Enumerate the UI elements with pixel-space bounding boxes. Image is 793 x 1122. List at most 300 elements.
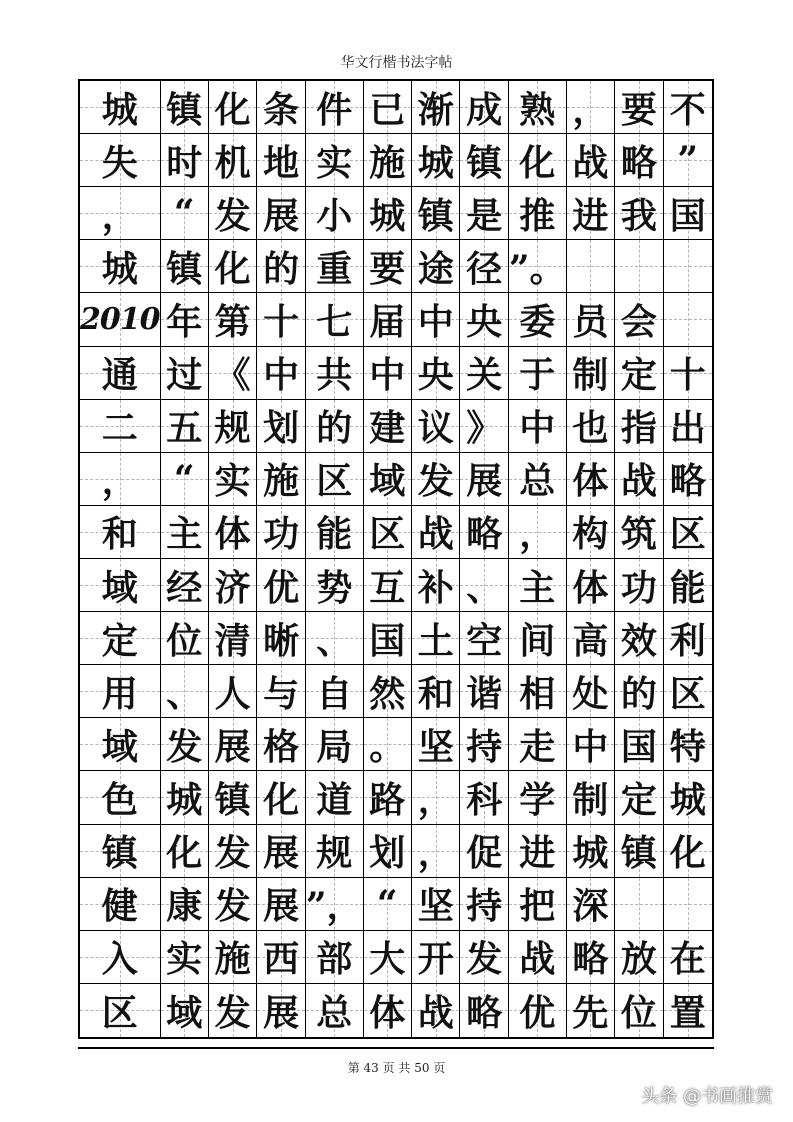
grid-char: 西: [263, 938, 300, 981]
grid-cell: [509, 240, 567, 293]
grid-char: 规: [214, 407, 251, 450]
grid-cell: [80, 984, 161, 1037]
grid-char: 化: [519, 141, 556, 184]
grid-cell: [460, 984, 508, 1037]
grid-cell: [364, 771, 412, 824]
grid-cell: [615, 400, 663, 453]
grid-cell: [306, 771, 364, 824]
grid-char: 城: [669, 778, 706, 821]
grid-char: 、: [166, 672, 203, 715]
grid-char: 发: [214, 194, 251, 237]
grid-cell: [615, 240, 663, 293]
grid-char: 镇: [214, 778, 251, 821]
grid-char: 人: [214, 672, 251, 715]
grid-char: 功: [620, 566, 657, 609]
grid-cell: [306, 931, 364, 984]
grid-char: 会: [620, 300, 657, 343]
grid-cell: [257, 293, 305, 346]
grid-cell: [412, 878, 460, 931]
grid-cell: [615, 506, 663, 559]
grid-cell: [412, 134, 460, 187]
grid-cell: [509, 771, 567, 824]
grid-char: 实: [166, 938, 203, 981]
grid-char: “: [173, 192, 195, 235]
page-title: 华文行楷书法字帖: [340, 55, 453, 71]
grid-char: 规: [316, 832, 353, 875]
grid-char: 区: [669, 513, 706, 556]
grid-char: 过: [166, 354, 203, 397]
grid-cell: [615, 453, 663, 506]
grid-cell: [615, 134, 663, 187]
grid-char: 件: [316, 88, 353, 131]
grid-cell: [209, 506, 257, 559]
grid-char: 十: [263, 300, 300, 343]
grid-char: 构: [572, 513, 609, 556]
grid-cell: [460, 931, 508, 984]
grid-char: 域: [101, 566, 138, 609]
grid-cell: [306, 134, 364, 187]
grid-cell: [615, 718, 663, 771]
grid-char: 主: [519, 566, 556, 609]
grid-char: 地: [263, 141, 300, 184]
grid-cell: [257, 240, 305, 293]
grid-cell: [306, 718, 364, 771]
grid-char: 定: [101, 619, 138, 662]
grid-char: 略: [620, 141, 657, 184]
grid-cell: [664, 293, 712, 346]
grid-char: 推: [519, 194, 556, 237]
grid-char: 于: [519, 354, 556, 397]
grid-cell: [412, 506, 460, 559]
grid-cell: [209, 612, 257, 665]
grid-char: 央: [417, 354, 454, 397]
grid-cell: [80, 559, 161, 612]
grid-char: 区: [669, 672, 706, 715]
grid-char: 城: [166, 778, 203, 821]
grid-cell: [664, 878, 712, 931]
grid-cell: [567, 878, 615, 931]
grid-char: 域: [101, 725, 138, 768]
grid-cell: [664, 347, 712, 400]
grid-char: 健: [101, 885, 138, 928]
grid-char: 能: [316, 513, 353, 556]
grid-cell: [306, 400, 364, 453]
grid-cell: [80, 665, 161, 718]
grid-char: 条: [263, 88, 300, 131]
grid-char: 色: [101, 778, 138, 821]
grid-cell: [460, 825, 508, 878]
grid-char: 施: [263, 460, 300, 503]
grid-char: 的: [316, 407, 353, 450]
grid-char: 开: [417, 938, 454, 981]
grid-char: ”: [677, 139, 699, 182]
grid-cell: [364, 612, 412, 665]
grid-char: 城: [369, 194, 406, 237]
grid-cell: [509, 293, 567, 346]
grid-char: 》: [466, 407, 503, 450]
grid-char: 战: [620, 460, 657, 503]
grid-cell: [364, 187, 412, 240]
grid-cell: [364, 81, 412, 134]
grid-char: 和: [101, 513, 138, 556]
grid-cell: [567, 559, 615, 612]
grid-cell: [257, 771, 305, 824]
grid-char: 放: [620, 938, 657, 981]
grid-cell: [209, 347, 257, 400]
grid-char: 七: [316, 300, 353, 343]
grid-char: 径: [466, 247, 503, 290]
grid-cell: [161, 718, 209, 771]
grid-cell: [161, 506, 209, 559]
grid-cell: [412, 453, 460, 506]
grid-cell: [80, 187, 161, 240]
grid-char: ，: [572, 88, 609, 131]
grid-cell: [161, 81, 209, 134]
grid-cell: [257, 878, 305, 931]
grid-cell: [80, 612, 161, 665]
grid-char: 战: [417, 991, 454, 1034]
grid-cell: [257, 931, 305, 984]
grid-char: 定: [620, 354, 657, 397]
grid-cell: [209, 878, 257, 931]
grid-cell: [664, 187, 712, 240]
grid-char: 2010: [80, 301, 160, 337]
grid-cell: [509, 984, 567, 1037]
grid-char: 与: [263, 672, 300, 715]
grid-cell: [161, 665, 209, 718]
grid-cell: [412, 559, 460, 612]
grid-char: 制: [572, 354, 609, 397]
grid-char: 持: [466, 725, 503, 768]
grid-cell: [509, 453, 567, 506]
grid-char: 镇: [466, 141, 503, 184]
grid-char: 进: [572, 194, 609, 237]
grid-cell: [509, 665, 567, 718]
grid-char: 熟: [519, 88, 556, 131]
grid-char: 深: [572, 885, 609, 928]
grid-char: 城: [572, 832, 609, 875]
grid-cell: [257, 665, 305, 718]
grid-cell: [509, 400, 567, 453]
grid-cell: [80, 453, 161, 506]
grid-char: 国: [669, 194, 706, 237]
grid-cell: [412, 718, 460, 771]
grid-cell: [412, 81, 460, 134]
grid-char: 和: [417, 672, 454, 715]
grid-cell: [209, 240, 257, 293]
grid-char: ，: [519, 513, 556, 556]
grid-char: 小: [316, 194, 353, 237]
grid-cell: [460, 453, 508, 506]
grid-cell: [509, 347, 567, 400]
grid-char: 总: [316, 991, 353, 1034]
grid-cell: [257, 453, 305, 506]
grid-cell: [80, 931, 161, 984]
grid-char: 划: [263, 407, 300, 450]
grid-char: 土: [417, 619, 454, 662]
grid-char: 体: [369, 991, 406, 1034]
grid-cell: [161, 878, 209, 931]
grid-char: 域: [369, 460, 406, 503]
grid-cell: [364, 347, 412, 400]
grid-cell: [306, 665, 364, 718]
grid-char: 发: [214, 832, 251, 875]
grid-cell: [161, 453, 209, 506]
grid-char: 《: [214, 354, 251, 397]
grid-char: 五: [166, 407, 203, 450]
grid-cell: [209, 400, 257, 453]
grid-char: 途: [417, 247, 454, 290]
grid-char: 中: [519, 407, 556, 450]
grid-cell: [80, 825, 161, 878]
grid-char: 十: [669, 354, 706, 397]
grid-cell: [209, 453, 257, 506]
grid-cell: [615, 825, 663, 878]
grid-char: 空: [466, 619, 503, 662]
grid-cell: [567, 931, 615, 984]
grid-char: 学: [519, 778, 556, 821]
grid-char: 发: [166, 725, 203, 768]
grid-char: 济: [214, 566, 251, 609]
grid-cell: [412, 771, 460, 824]
grid-cell: [364, 984, 412, 1037]
grid-char: 优: [263, 566, 300, 609]
grid-char: 格: [263, 725, 300, 768]
grid-char: 施: [214, 938, 251, 981]
grid-cell: [615, 771, 663, 824]
grid-cell: [460, 187, 508, 240]
grid-char: 位: [620, 991, 657, 1034]
grid-char: 体: [214, 513, 251, 556]
grid-cell: [567, 612, 615, 665]
grid-char: 经: [166, 566, 203, 609]
grid-cell: [567, 134, 615, 187]
grid-cell: [567, 293, 615, 346]
grid-cell: [306, 293, 364, 346]
grid-char: 定: [620, 778, 657, 821]
grid-cell: [460, 240, 508, 293]
grid-cell: [664, 559, 712, 612]
grid-char: 主: [166, 513, 203, 556]
grid-char: 功: [263, 513, 300, 556]
grid-char: 化: [166, 832, 203, 875]
grid-cell: [306, 240, 364, 293]
grid-char: 体: [572, 460, 609, 503]
character-grid: [78, 79, 714, 1039]
grid-cell: [257, 400, 305, 453]
grid-char: 利: [669, 619, 706, 662]
grid-char: 指: [620, 407, 657, 450]
grid-cell: [161, 771, 209, 824]
grid-cell: [161, 187, 209, 240]
grid-cell: [567, 240, 615, 293]
grid-cell: [664, 931, 712, 984]
grid-cell: [567, 984, 615, 1037]
grid-char: 二: [101, 407, 138, 450]
grid-char: 委: [519, 300, 556, 343]
grid-cell: [615, 665, 663, 718]
grid-cell: [364, 293, 412, 346]
grid-cell: [664, 612, 712, 665]
grid-char: 域: [166, 991, 203, 1034]
grid-cell: [664, 453, 712, 506]
grid-char: 发: [466, 938, 503, 981]
grid-cell: [460, 347, 508, 400]
grid-char: 。: [369, 725, 406, 768]
grid-cell: [460, 134, 508, 187]
grid-cell: [306, 453, 364, 506]
grid-char: 机: [214, 141, 251, 184]
grid-char: 不: [669, 88, 706, 131]
grid-char: 中: [369, 354, 406, 397]
grid-char: 城: [101, 88, 138, 131]
grid-char: 位: [166, 619, 203, 662]
grid-char: 的: [263, 247, 300, 290]
grid-cell: [567, 400, 615, 453]
grid-cell: [664, 400, 712, 453]
grid-char: 走: [519, 725, 556, 768]
grid-char: 谐: [466, 672, 503, 715]
grid-cell: [80, 400, 161, 453]
grid-char: 实: [214, 460, 251, 503]
grid-cell: [509, 559, 567, 612]
grid-cell: [306, 187, 364, 240]
grid-cell: [615, 187, 663, 240]
grid-char: 略: [466, 513, 503, 556]
grid-char: 中: [263, 354, 300, 397]
grid-char: ”。: [508, 247, 566, 290]
grid-cell: [615, 559, 663, 612]
grid-cell: [257, 134, 305, 187]
grid-cell: [80, 81, 161, 134]
grid-char: 已: [369, 88, 406, 131]
grid-cell: [80, 718, 161, 771]
grid-cell: [257, 612, 305, 665]
grid-char: 展: [263, 194, 300, 237]
grid-cell: [209, 665, 257, 718]
grid-cell: [567, 506, 615, 559]
grid-cell: [412, 612, 460, 665]
grid-cell: [161, 612, 209, 665]
grid-cell: [460, 878, 508, 931]
grid-cell: [80, 878, 161, 931]
grid-char: 展: [214, 725, 251, 768]
grid-cell: [412, 984, 460, 1037]
grid-cell: [364, 134, 412, 187]
grid-cell: [209, 984, 257, 1037]
grid-char: 关: [466, 354, 503, 397]
grid-cell: [509, 134, 567, 187]
grid-cell: [615, 612, 663, 665]
grid-char: 施: [369, 141, 406, 184]
grid-char: 镇: [101, 832, 138, 875]
grid-char: 实: [316, 141, 353, 184]
grid-cell: [664, 134, 712, 187]
grid-char: 区: [316, 460, 353, 503]
grid-char: 发: [214, 991, 251, 1034]
grid-char: 展: [263, 832, 300, 875]
grid-cell: [80, 771, 161, 824]
grid-char: 优: [519, 991, 556, 1034]
grid-char: 补: [417, 566, 454, 609]
grid-cell: [460, 718, 508, 771]
grid-cell: [412, 293, 460, 346]
grid-char: 国: [369, 619, 406, 662]
grid-cell: [412, 240, 460, 293]
grid-cell: [615, 931, 663, 984]
grid-char: 展: [263, 885, 300, 928]
grid-char: 城: [417, 141, 454, 184]
grid-char: 总: [519, 460, 556, 503]
footer-divider: [78, 1047, 714, 1049]
grid-cell: [306, 559, 364, 612]
grid-cell: [209, 718, 257, 771]
grid-char: “: [173, 457, 195, 500]
grid-cell: [664, 506, 712, 559]
grid-char: 通: [101, 354, 138, 397]
grid-cell: [664, 771, 712, 824]
grid-char: 化: [263, 778, 300, 821]
grid-cell: [460, 293, 508, 346]
grid-char: 、: [466, 566, 503, 609]
grid-cell: [306, 347, 364, 400]
grid-cell: [664, 240, 712, 293]
grid-cell: [209, 187, 257, 240]
grid-cell: [161, 984, 209, 1037]
grid-cell: [615, 347, 663, 400]
grid-cell: [615, 984, 663, 1037]
grid-cell: [257, 81, 305, 134]
grid-char: 化: [214, 247, 251, 290]
grid-char: 化: [214, 88, 251, 131]
grid-char: 然: [369, 672, 406, 715]
watermark: 头条 @书画推赏: [641, 1086, 773, 1107]
grid-char: 建: [369, 407, 406, 450]
grid-cell: [161, 240, 209, 293]
grid-cell: [161, 400, 209, 453]
grid-cell: [664, 81, 712, 134]
grid-cell: [567, 665, 615, 718]
grid-char: 高: [572, 619, 609, 662]
grid-char: 发: [417, 460, 454, 503]
grid-char: 相: [519, 672, 556, 715]
grid-char: 城: [101, 247, 138, 290]
grid-char: 、: [316, 619, 353, 662]
grid-cell: [412, 665, 460, 718]
grid-char: 要: [369, 247, 406, 290]
grid-char: 第: [214, 300, 251, 343]
grid-char: 化: [669, 832, 706, 875]
grid-cell: [509, 187, 567, 240]
grid-char: 镇: [166, 88, 203, 131]
grid-cell: [364, 453, 412, 506]
grid-cell: [615, 81, 663, 134]
grid-char: 康: [166, 885, 203, 928]
grid-cell: [664, 825, 712, 878]
grid-char: 略: [466, 991, 503, 1034]
grid-char: 清: [214, 619, 251, 662]
grid-cell: [364, 506, 412, 559]
grid-char: 在: [669, 938, 706, 981]
grid-char: 坚: [417, 885, 454, 928]
grid-char: 失: [101, 141, 138, 184]
grid-char: 把: [519, 885, 556, 928]
grid-cell: [80, 347, 161, 400]
grid-char: 区: [101, 991, 138, 1034]
grid-cell: [161, 293, 209, 346]
grid-char: 路: [369, 778, 406, 821]
grid-cell: [80, 506, 161, 559]
